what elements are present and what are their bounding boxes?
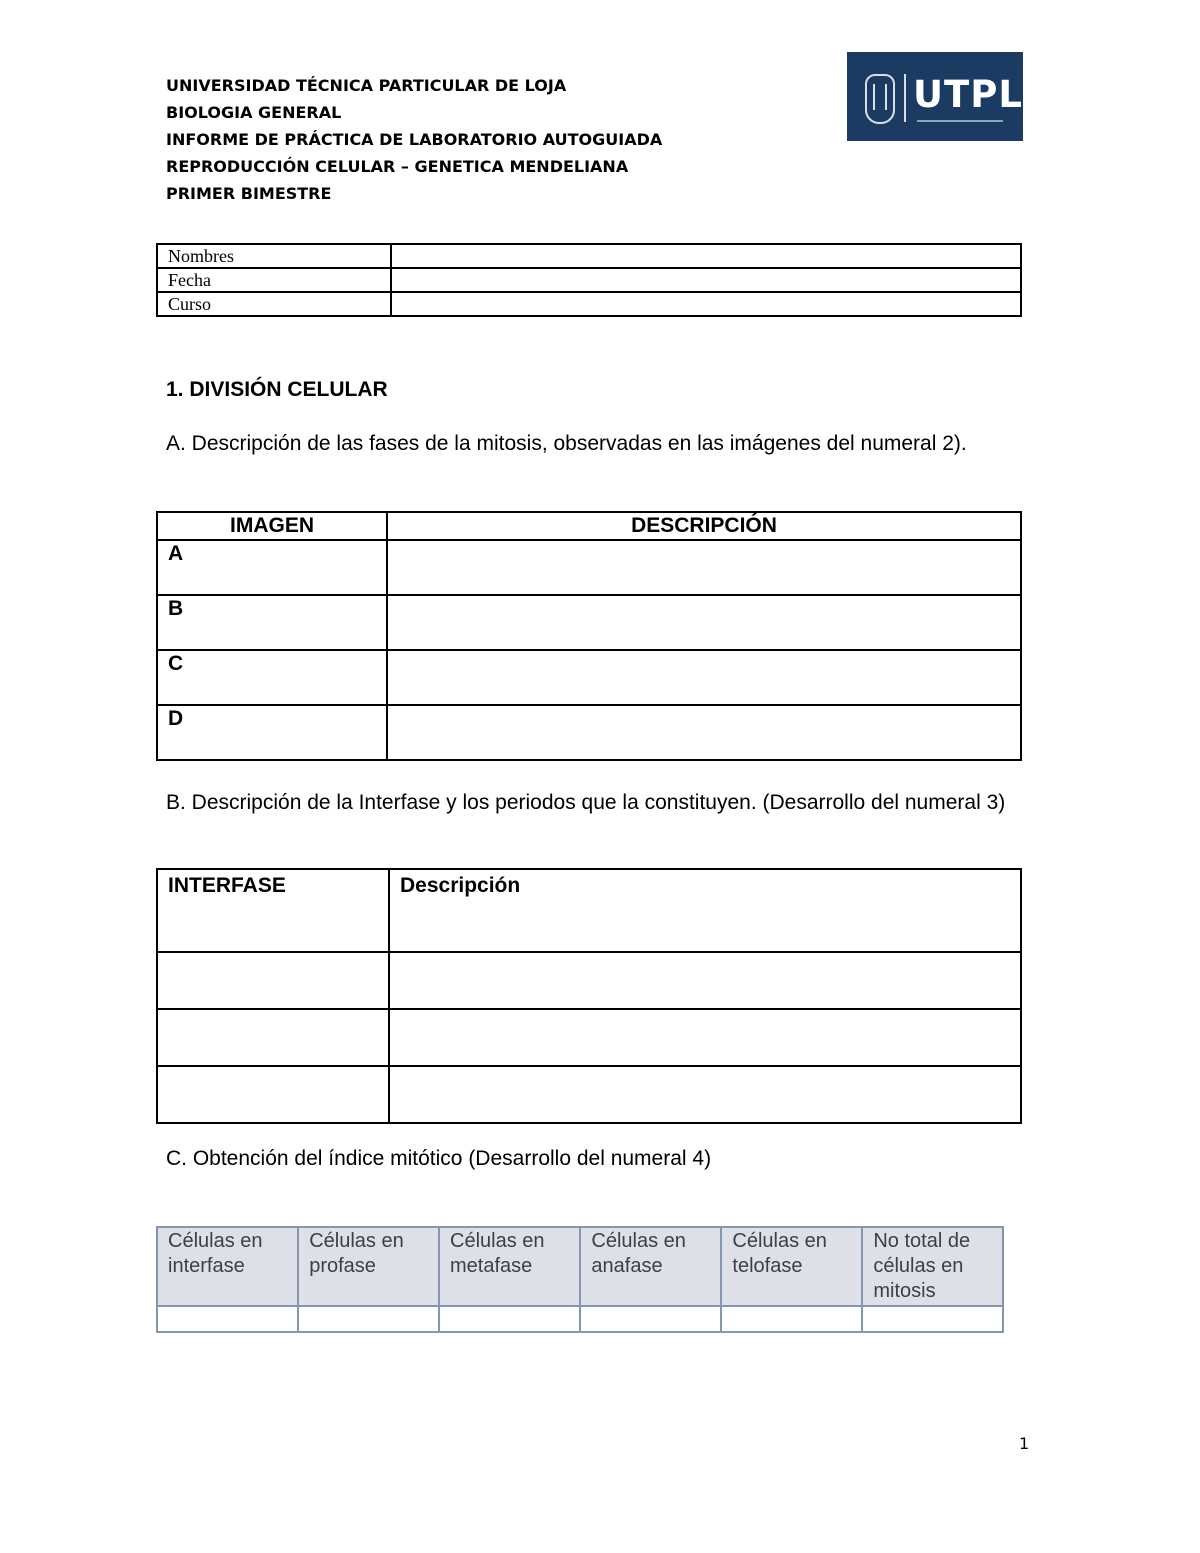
image-label: D	[157, 705, 387, 760]
table-header-row	[157, 1227, 1003, 1306]
part-c-instructions: C. Obtención del índice mitótico (Desarrollo del numeral 4)	[166, 1147, 712, 1170]
column-header-description: DESCRIPCIÓN	[387, 512, 1021, 540]
student-info-table	[156, 243, 1022, 317]
part-a-instructions: A. Descripción de las fases de la mitosis, observadas en las imágenes del numeral 2).	[166, 432, 967, 455]
description-cell[interactable]	[389, 1066, 1021, 1123]
table-row	[157, 595, 1021, 650]
description-cell[interactable]	[387, 650, 1021, 705]
course-name: BIOLOGIA GENERAL	[166, 103, 342, 122]
column-header-telophase-cells: Células en telofase	[721, 1227, 862, 1306]
report-topic: REPRODUCCIÓN CELULAR – GENETICA MENDELIANA	[166, 157, 629, 176]
column-header-prophase-cells: Células en profase	[298, 1227, 439, 1306]
description-cell[interactable]	[387, 705, 1021, 760]
description-cell[interactable]	[387, 595, 1021, 650]
section-title: 1. DIVISIÓN CELULAR	[166, 378, 388, 401]
student-info-row	[157, 268, 1021, 292]
column-header-metaphase-cells: Células en metafase	[439, 1227, 580, 1306]
logo-tagline-mark	[917, 120, 1003, 122]
mitotic-index-table	[156, 1226, 1004, 1333]
period-cell[interactable]	[157, 1066, 389, 1123]
description-cell[interactable]	[389, 1009, 1021, 1066]
logo-divider	[904, 74, 906, 122]
table-row	[157, 540, 1021, 595]
student-info-row	[157, 292, 1021, 316]
column-header-total-mitosis-cells: No total de células en mitosis	[862, 1227, 1003, 1306]
student-info-value[interactable]	[391, 268, 1021, 292]
student-info-value[interactable]	[391, 292, 1021, 316]
university-name: UNIVERSIDAD TÉCNICA PARTICULAR DE LOJA	[166, 76, 567, 95]
period-cell[interactable]	[157, 952, 389, 1009]
table-row	[157, 1009, 1021, 1066]
column-header-description: Descripción	[389, 869, 1021, 952]
student-info-row	[157, 244, 1021, 268]
mitosis-phases-table	[156, 511, 1022, 761]
student-info-label: Curso	[157, 292, 391, 316]
count-cell[interactable]	[721, 1306, 862, 1332]
term: PRIMER BIMESTRE	[166, 184, 332, 203]
logo-text: UTPL	[913, 73, 1023, 116]
utpl-logo	[847, 52, 1023, 141]
count-cell[interactable]	[298, 1306, 439, 1332]
count-cell[interactable]	[157, 1306, 298, 1332]
university-seal-icon	[865, 74, 895, 124]
student-info-label: Fecha	[157, 268, 391, 292]
count-cell[interactable]	[580, 1306, 721, 1332]
count-cell[interactable]	[862, 1306, 1003, 1332]
count-cell[interactable]	[439, 1306, 580, 1332]
table-row	[157, 650, 1021, 705]
interphase-table	[156, 868, 1022, 1124]
student-info-value[interactable]	[391, 244, 1021, 268]
document-header	[166, 72, 662, 207]
description-cell[interactable]	[387, 540, 1021, 595]
period-cell[interactable]	[157, 1009, 389, 1066]
table-header-row	[157, 512, 1021, 540]
column-header-anaphase-cells: Células en anafase	[580, 1227, 721, 1306]
table-header-row	[157, 869, 1021, 952]
image-label: B	[157, 595, 387, 650]
column-header-interphase-cells: Células en interfase	[157, 1227, 298, 1306]
page-number: 1	[1019, 1434, 1030, 1453]
description-cell[interactable]	[389, 952, 1021, 1009]
part-b-instructions: B. Descripción de la Interfase y los periodos que la constituyen. (Desarrollo del numeral 3)	[166, 791, 1006, 814]
table-row	[157, 705, 1021, 760]
table-row	[157, 952, 1021, 1009]
column-header-interphase: INTERFASE	[157, 869, 389, 952]
table-row	[157, 1306, 1003, 1332]
student-info-label: Nombres	[157, 244, 391, 268]
column-header-image: IMAGEN	[157, 512, 387, 540]
image-label: A	[157, 540, 387, 595]
table-row	[157, 1066, 1021, 1123]
image-label: C	[157, 650, 387, 705]
report-type: INFORME DE PRÁCTICA DE LABORATORIO AUTOGUIADA	[166, 130, 663, 149]
